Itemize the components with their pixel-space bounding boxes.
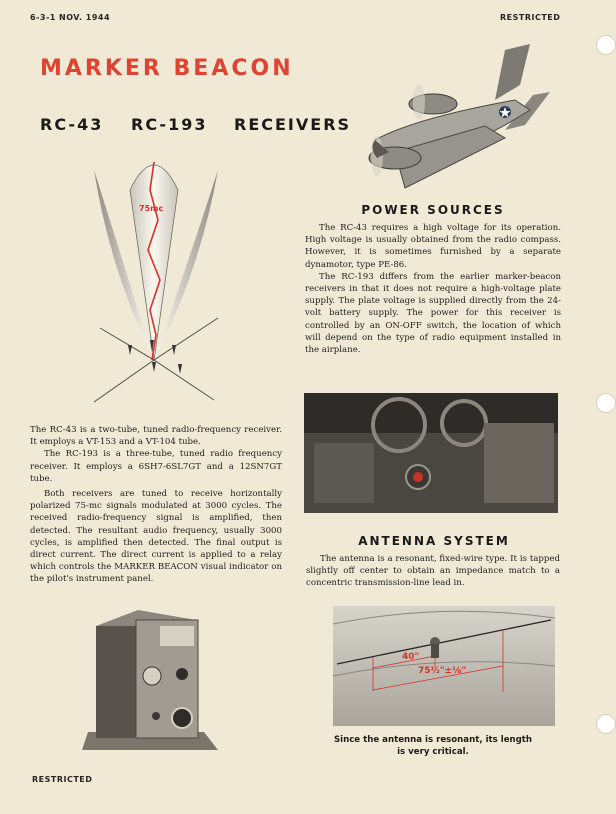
power-sources-text [305, 222, 561, 356]
antenna-caption [318, 734, 548, 758]
antenna-paragraph-1: The antenna is a resonant, fixed-wire type. It is tapped slightly off center to obtain an impedance match to a concentric transmission-line lead in. [306, 554, 560, 589]
receiver-unit-photo [78, 604, 220, 756]
model-rc43: RC-43 [40, 115, 104, 134]
binder-hole-bottom [596, 714, 616, 734]
antenna-marker-3 [172, 345, 176, 355]
cockpit-switch-photo [304, 393, 558, 513]
propeller-upper [413, 84, 425, 120]
antenna-caption-line-1: Since the antenna is resonant, its length [333, 735, 533, 745]
dimension-label-40: 40" [402, 652, 420, 662]
receiver-side [96, 626, 138, 738]
antenna-marker-5 [178, 364, 182, 374]
receivers-paragraph-1: The RC-43 is a two-tube, tuned radio-frequency receiver. It employs a VT-153 and a VT-104 tube. [30, 425, 282, 448]
antenna-system-heading: ANTENNA SYSTEM [358, 534, 510, 548]
antenna-marker-4 [152, 362, 156, 372]
receivers-word: RECEIVERS [234, 115, 352, 134]
equipment-box [484, 423, 554, 503]
beacon-cone-diagram [90, 150, 230, 410]
dimension-label-75: 75½"±⅛" [418, 666, 467, 676]
power-sources-heading: POWER SOURCES [361, 203, 505, 217]
panel-block [314, 443, 374, 503]
on-off-switch-icon [413, 472, 423, 482]
airplane-tail [495, 44, 530, 100]
panel-screw [152, 712, 160, 720]
binder-hole-top [596, 35, 616, 55]
connector-bottom [172, 708, 192, 728]
antenna-marker-1 [128, 345, 132, 355]
power-sources-paragraph-1: The RC-43 requires a high voltage for its operation. High voltage is usually obtained from the radio compass. However, it is sometimes furnished by a separate dynamotor, type PE-86. [305, 223, 561, 270]
model-rc193: RC-193 [131, 115, 208, 134]
connector-top [176, 668, 188, 680]
header-classification: RESTRICTED [500, 13, 561, 22]
frequency-label: 75mc [139, 204, 164, 213]
receivers-text [30, 424, 282, 586]
nameplate [160, 626, 194, 646]
antenna-caption-line-2: is very critical. [397, 747, 469, 757]
receivers-paragraph-3: Both receivers are tuned to receive horizontally polarized 75-mc signals modulated at 3000 cycles. The received radio-frequency signal is amplified, then detected. The resultant audio frequency, usually 3000 cycles, is amplified then detected. The final output is direct current. The direct current is applied to a relay which controls the MARKER BEACON visual indicator on the pilot's instrument panel. [30, 489, 282, 585]
antenna-system-text [306, 553, 560, 590]
page-reference: 6-3-1 [30, 13, 56, 22]
main-cone [130, 165, 178, 360]
lead-in-mount [431, 644, 439, 658]
receivers-paragraph-2: The RC-193 is a three-tube, tuned radio frequency receiver. It employs a 6SH7-6SL7GT and a 12SN7GT tube. [30, 449, 282, 484]
front-dial [143, 667, 161, 685]
binder-hole-middle [596, 393, 616, 413]
page-title: MARKER BEACON [40, 56, 294, 81]
airplane-illustration [355, 40, 560, 190]
footer-classification: RESTRICTED [32, 775, 93, 784]
page-date: NOV. 1944 [59, 13, 111, 22]
power-sources-paragraph-2: The RC-193 differs from the earlier marker-beacon receivers in that it does not require a high-voltage plate supply. The plate voltage is supplied directly from the 24-volt battery supply. The power for this receiver is controlled by an ON-OFF switch, the location of which will depend on the type of radio equipment installed in the airplane. [305, 271, 561, 356]
